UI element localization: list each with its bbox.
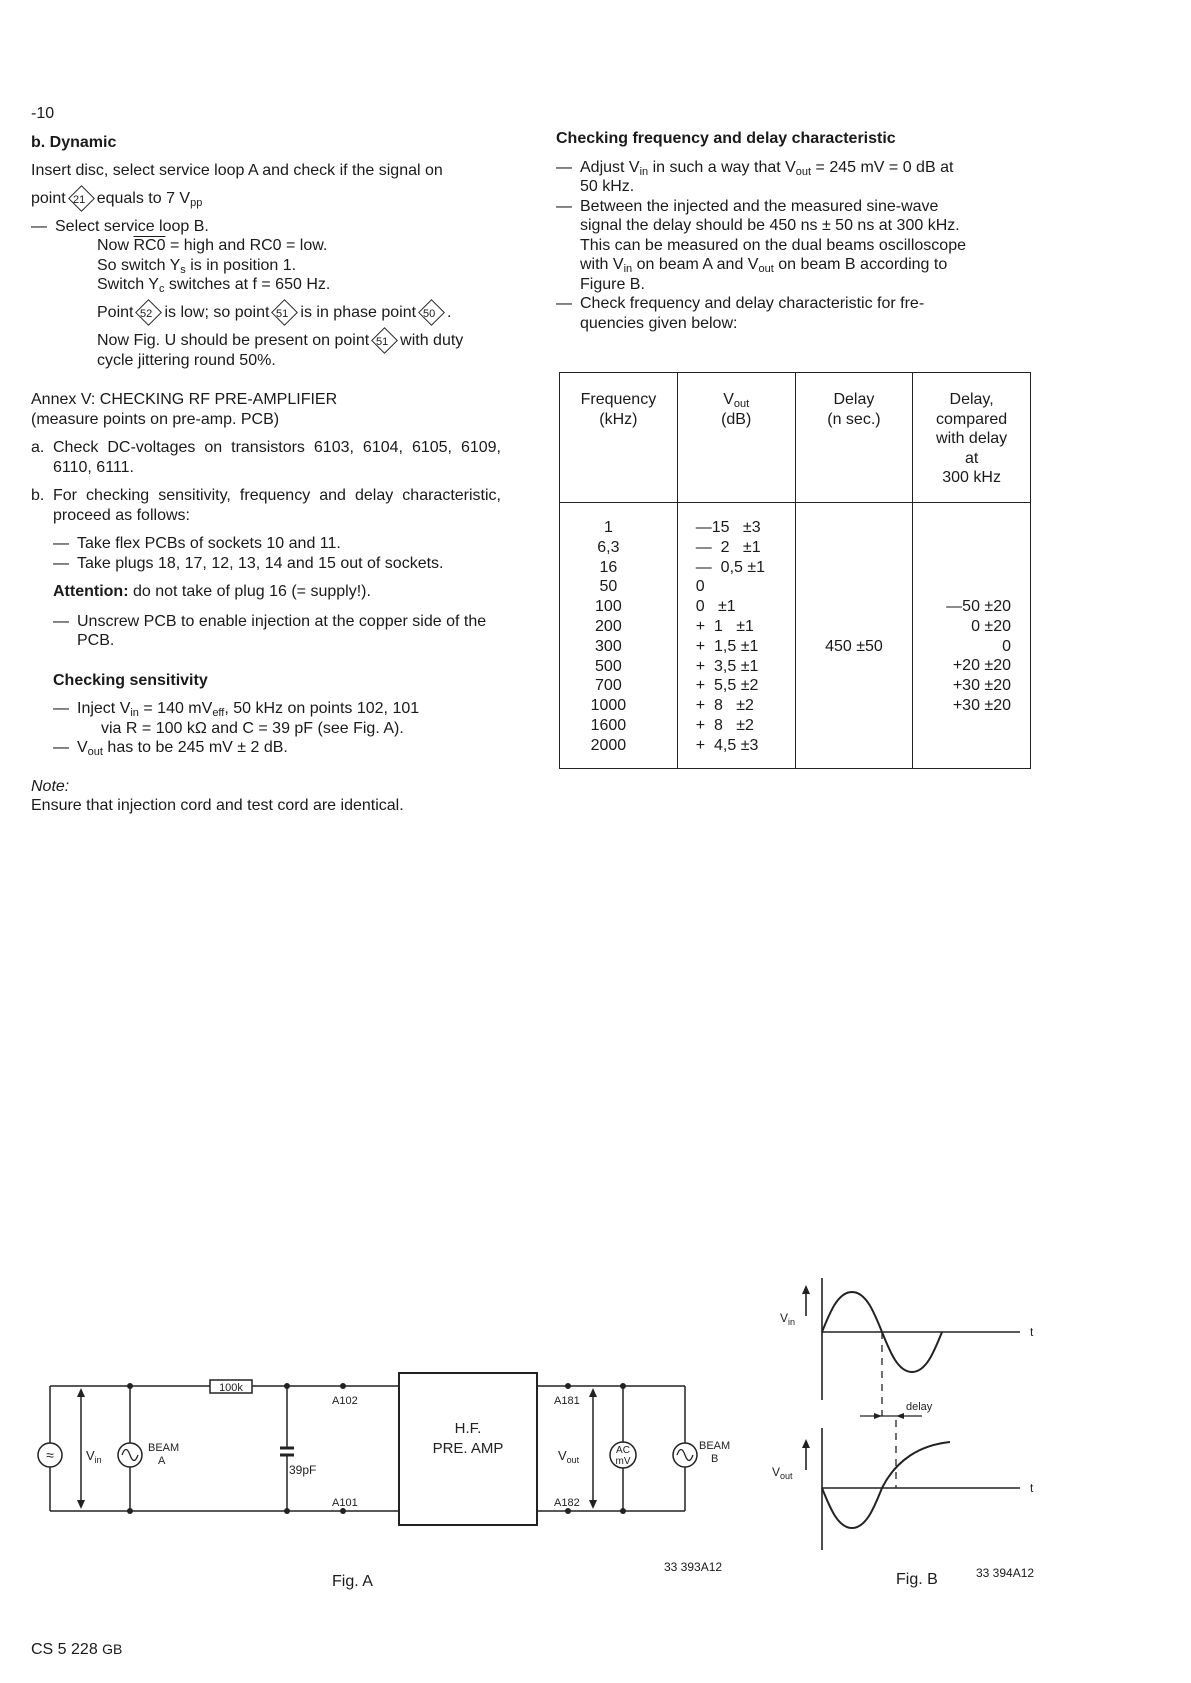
table-header-row [560,373,1031,503]
attention-line [31,582,501,602]
text-segment: is in phase point [300,303,417,321]
vout-cell: + 8 ±2 [695,716,754,734]
dynamic-heading: b. Dynamic [31,134,117,151]
compared-cell: +30 ±20 [952,696,1011,714]
label-a181: A181 [554,1395,580,1407]
text-segment: = 245 mV = 0 dB at [815,158,954,176]
text-segment: do not take of plug 16 (= supply!). [132,583,371,600]
arrow-head [874,1413,882,1419]
list-text: Check frequency and delay characteristic for fre- [580,295,925,312]
time-axis-label: t [1030,1481,1034,1495]
junction-dot [127,1383,133,1389]
list-item [31,612,501,651]
beam-b-label-1: BEAM [699,1440,731,1452]
text-segment: on beam A and V [636,256,759,273]
arrow-head [589,1388,597,1397]
frequency-table [559,372,1031,769]
note-text: Ensure that injection cord and test cord are identical. [31,797,404,814]
time-axis-label: t [1030,1325,1034,1339]
vin-label [86,1448,102,1465]
header-compared [913,373,1031,503]
vout-cell: 0 [695,578,705,596]
text-segment: switches at f = 650 Hz. [168,276,331,293]
frequency-cell: 2000 [590,736,627,754]
fig-b-caption: Fig. B [896,1571,938,1588]
meter-label-2: mV [615,1456,631,1467]
text-segment: on beam B according to [778,256,948,273]
list-text: Take plugs 18, 17, 12, 13, 14 and 15 out of sockets. [77,554,444,572]
annex-subtitle: (measure points on pre-amp. PCB) [31,410,280,428]
text-segment: in such a way that V [652,158,796,176]
list-text [77,699,419,719]
list-item [31,554,501,574]
header-text: Delay [833,391,875,408]
list-item [31,738,501,758]
rc0-line [31,236,501,256]
frequency-cell: 300 [595,637,622,655]
attention-label: Attention: [53,583,129,600]
between-line-3: This can be measured on the dual beams oscilloscope [580,236,966,254]
doc-code: CS 5 228 [31,1641,98,1658]
list-item [31,699,501,719]
text-segment: V [86,1448,95,1463]
doc-language: GB [102,1641,123,1657]
subscript: in [130,707,139,719]
duty-cycle-line: cycle jittering round 50%. [97,351,276,369]
dash-bullet: — [53,700,69,717]
list-text: Between the injected and the measured sine-wave [580,197,939,215]
text-segment: has to be 245 mV ± 2 dB. [107,739,288,756]
switch-yc-line [31,275,501,295]
vout-cell: — 2 ±1 [695,538,761,556]
subscript: out [566,1455,580,1465]
compared-cell: +30 ±20 [952,677,1011,695]
vout-label [558,1448,580,1465]
header-text [678,390,795,410]
preamp-label-2: PRE. AMP [432,1440,504,1457]
list-text [77,738,288,758]
point-marker [271,299,298,326]
inject-line-2: via R = 100 kΩ and C = 39 pF (see Fig. A). [101,719,404,737]
footer-doc-code [31,1640,122,1660]
text-segment: V [772,1465,781,1479]
point-number: 51 [276,307,289,320]
frequency-cell: 700 [595,677,622,695]
subscript: in [623,263,633,275]
header-delay [795,373,913,503]
beam-a-label-2: A [158,1455,166,1467]
list-text: Take flex PCBs of sockets 10 and 11. [77,535,341,552]
frequency-cell: 50 [599,578,618,596]
junction-dot [565,1383,571,1389]
compared-cell: 0 ±20 [971,617,1011,635]
point-number: 52 [140,307,153,320]
header-text: (dB) [721,410,752,428]
point-marker [418,299,445,326]
delay-value: 450 ±50 [825,638,883,655]
text-segment: Adjust V [580,158,640,176]
annex-title: Annex V: CHECKING RF PRE-AMPLIFIER [31,391,338,408]
note-label: Note: [31,777,70,795]
fig-a-code: 33 393A12 [664,1560,723,1574]
vout-cell: + 8 ±2 [695,697,754,715]
text-segment: Switch Y [97,276,159,293]
text-segment: point [31,190,66,207]
fig-b-waveforms [770,1270,1050,1555]
text-segment: Now Fig. U should be present on point [97,332,370,349]
dash-bullet: — [53,739,69,756]
check-line-2: quencies given below: [580,314,738,332]
text-segment: . [447,303,452,321]
vout-cell: —15 ±3 [695,519,761,536]
list-text: For checking sensitivity, frequency and delay characteristic, proceed as follows: [53,487,501,524]
resistor-label: 100k [219,1382,243,1394]
dash-bullet: — [556,197,572,215]
item-label: b. [31,487,45,504]
header-text: Delay, [949,391,994,408]
fig-a-caption: Fig. A [332,1573,373,1590]
table-body-row [560,503,1031,769]
dash-bullet: — [31,217,47,235]
frequency-cell: 16 [599,558,618,576]
text-segment: V [780,1311,789,1325]
header-vout [677,373,795,503]
vout-cell: + 3,5 ±1 [695,657,759,675]
beam-a-label-1: BEAM [148,1442,180,1454]
list-item [31,217,501,237]
between-line-2: signal the delay should be 450 ns ± 50 ns at 300 kHz. [580,217,960,234]
junction-dot [620,1508,626,1514]
frequency-cell: 1 [603,519,613,536]
junction-dot [284,1383,290,1389]
right-column [556,129,1028,333]
point-number: 51 [376,336,389,349]
list-item [31,438,501,477]
beam-b-label-2: B [711,1453,719,1465]
header-text: with delay [936,430,1008,447]
sensitivity-heading: Checking sensitivity [53,671,208,689]
subscript: s [180,263,186,276]
list-item [556,158,1028,178]
label-a102: A102 [332,1395,358,1407]
dash-bullet: — [53,535,69,552]
delay-label: delay [906,1401,933,1413]
arrow-head [77,1500,85,1509]
compared-cell: 0 [1002,637,1011,655]
vout-waveform [822,1442,950,1528]
dynamic-text: Insert disc, select service loop A and check if the signal on [31,161,443,179]
header-text: (kHz) [599,410,638,428]
dash-bullet: — [53,612,69,630]
point-number: 21 [72,194,86,207]
junction-dot [127,1508,133,1514]
list-text: Select service loop B. [55,217,209,235]
between-line-4 [556,255,1028,275]
cell-delay [795,503,913,769]
between-line-5: Figure B. [580,275,645,293]
generator-symbol: ≈ [46,1447,54,1463]
junction-dot [340,1383,346,1389]
overlined-text: RC0 [133,237,166,254]
point-marker [136,299,163,326]
point-marker [68,185,95,212]
fig-a-circuit [30,1360,731,1535]
list-item [556,294,1028,314]
text-segment: , 50 kHz on points 102, 101 [224,700,420,717]
frequency-cell: 500 [595,657,622,675]
compared-column [913,597,1030,716]
subscript: out [87,746,103,758]
meter-label-1: AC [616,1445,630,1456]
vout-cell: 0 ±1 [695,598,736,616]
point-phase-line [31,303,501,323]
cell-compared [913,503,1031,769]
cell-vout [677,503,795,769]
axes [806,1278,1020,1550]
frequency-cell: 1000 [590,697,627,715]
text-segment: = high and RC0 = low. [169,237,328,254]
frequency-cell: 1600 [590,716,627,734]
frequency-cell: 100 [595,598,622,616]
text-segment: V [558,1448,567,1463]
dynamic-point-line [31,189,501,209]
frequency-cell: 200 [595,617,622,635]
dash-bullet: — [53,554,69,572]
label-a182: A182 [554,1497,580,1509]
subscript: out [733,398,750,410]
switch-ys-line [31,256,501,276]
subscript: out [780,1471,793,1481]
text-segment: with duty [400,332,464,349]
label-a101: A101 [332,1497,358,1509]
list-item [31,486,501,525]
subscript: in [639,165,649,178]
capacitor-label: 39pF [289,1463,317,1477]
text-segment: is low; so point [164,303,270,321]
circuit-wires [50,1386,685,1511]
subscript: out [795,165,812,178]
preamp-label-1: H.F. [454,1420,482,1437]
text-segment: is in position 1. [190,256,297,274]
vin-label [780,1311,795,1327]
vout-column [678,518,795,756]
junction-dot [284,1508,290,1514]
arrow-head [896,1413,904,1419]
junction-dot [620,1383,626,1389]
dash-bullet: — [556,295,572,312]
adjust-line-2: 50 kHz. [580,178,635,195]
list-item [31,534,501,554]
text-segment: V [77,739,88,756]
header-text: 300 kHz [942,469,1001,486]
subscript: out [758,263,774,275]
header-text: Frequency [580,391,657,408]
text-segment: Now [97,237,130,254]
list-text: Check DC-voltages on transistors 6103, 6104, 6105, 6109, 6110, 6111. [53,439,501,476]
text-segment: Inject V [77,700,131,717]
arrow-head [802,1439,810,1448]
item-label: a. [31,439,45,456]
frequency-column [560,518,677,756]
fig-u-line [31,331,501,351]
vout-cell: — 0,5 ±1 [695,558,766,576]
text-segment: V [723,391,734,408]
cell-frequency [560,503,678,769]
dash-bullet: — [556,158,572,176]
header-text: at [964,449,979,467]
fig-b-code: 33 394A12 [976,1566,1035,1580]
list-item [556,197,1028,217]
text-segment: with V [580,256,624,273]
vout-cell: + 4,5 ±3 [695,736,759,754]
arrow-head [802,1285,810,1294]
arrow-head [77,1388,85,1397]
header-text: (n sec.) [827,410,881,428]
point-marker [371,327,398,354]
list-text [580,158,953,178]
list-text: Unscrew PCB to enable injection at the copper side of the PCB. [77,612,487,649]
frequency-cell: 6,3 [597,538,620,556]
vout-cell: + 5,5 ±2 [695,677,759,695]
vout-cell: + 1,5 ±1 [695,637,759,655]
vout-label [772,1465,793,1481]
vout-cell: + 1 ±1 [695,617,754,635]
subscript: c [158,283,165,295]
page-number: -10 [31,105,55,122]
header-frequency [560,373,678,503]
compared-cell: —50 ±20 [946,598,1011,615]
text-segment: equals to 7 V [96,190,191,207]
compared-cell: +20 ±20 [952,657,1011,675]
arrow-head [589,1500,597,1509]
subscript: pp [190,197,203,209]
subscript: in [788,1317,796,1327]
subscript: in [94,1455,102,1465]
text-segment: = 140 mV [143,700,213,717]
freq-delay-heading: Checking frequency and delay characteristic [556,130,896,147]
subscript: eff [212,707,225,719]
header-text: compared [936,410,1008,428]
text-segment: So switch Y [97,256,181,274]
text-segment: Point [97,303,134,321]
left-column [31,133,501,816]
point-number: 50 [423,307,436,320]
